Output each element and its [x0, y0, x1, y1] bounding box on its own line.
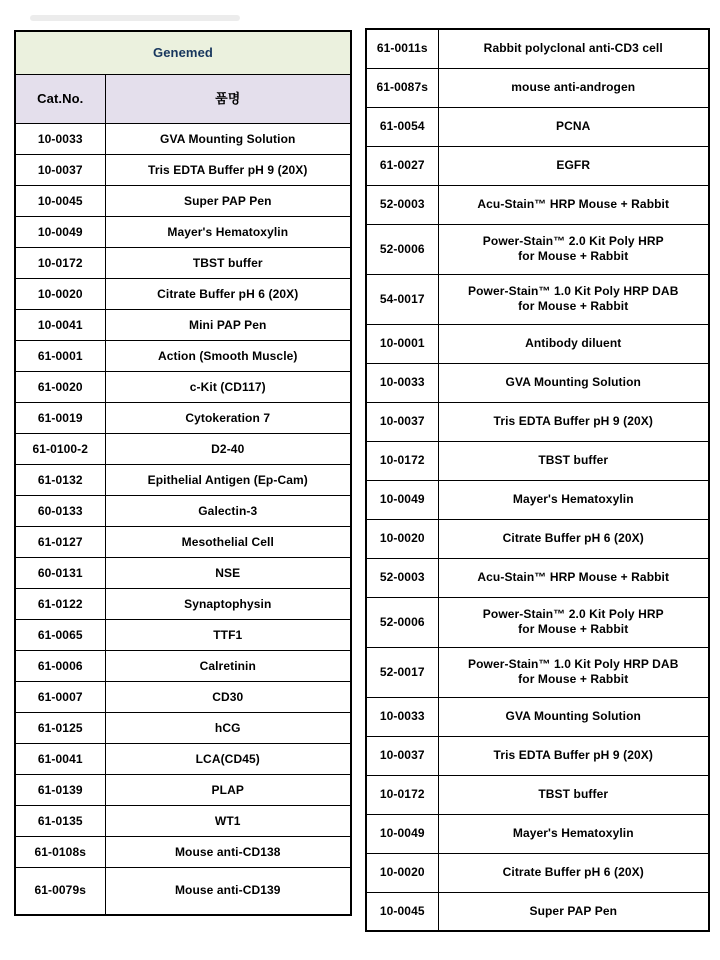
cat-no-cell: 10-0020 — [366, 519, 438, 558]
product-name-cell: Synaptophysin — [105, 589, 351, 620]
product-name-cell: D2-40 — [105, 434, 351, 465]
product-name-cell: Cytokeration 7 — [105, 403, 351, 434]
table-row — [15, 155, 351, 186]
cat-no-cell: 10-0172 — [15, 248, 105, 279]
cat-no-cell: 52-0017 — [366, 647, 438, 697]
product-name-cell: Galectin-3 — [105, 496, 351, 527]
cat-no-cell: 61-0108s — [15, 837, 105, 868]
cat-no-cell: 10-0049 — [366, 814, 438, 853]
cat-no-cell: 61-0087s — [366, 68, 438, 107]
product-name-cell: Action (Smooth Muscle) — [105, 341, 351, 372]
product-name-cell: Antibody diluent — [438, 324, 709, 363]
product-name-cell: Mayer's Hematoxylin — [438, 480, 709, 519]
table-row — [15, 744, 351, 775]
product-name-cell: Power-Stain™ 1.0 Kit Poly HRP DAB for Mouse + Rabbit — [438, 274, 709, 324]
table-row — [15, 248, 351, 279]
table-row — [15, 434, 351, 465]
product-name-cell: Tris EDTA Buffer pH 9 (20X) — [105, 155, 351, 186]
cat-no-cell: 10-0033 — [366, 363, 438, 402]
table-row — [366, 324, 709, 363]
table-row — [15, 682, 351, 713]
cat-no-cell: 52-0003 — [366, 185, 438, 224]
cat-no-cell: 10-0172 — [366, 441, 438, 480]
product-name-cell: Rabbit polyclonal anti-CD3 cell — [438, 29, 709, 68]
product-table-left — [14, 30, 352, 916]
cat-no-cell: 10-0045 — [15, 186, 105, 217]
column-header-cat-no: Cat.No. — [15, 75, 105, 124]
table-row — [15, 558, 351, 589]
cat-no-cell: 52-0006 — [366, 224, 438, 274]
table-row — [15, 837, 351, 868]
product-name-cell: Power-Stain™ 2.0 Kit Poly HRP for Mouse + Rabbit — [438, 597, 709, 647]
table-row — [15, 651, 351, 682]
cat-no-cell: 52-0003 — [366, 558, 438, 597]
cat-no-cell: 10-0001 — [366, 324, 438, 363]
table-row — [15, 868, 351, 915]
cat-no-cell: 10-0037 — [366, 736, 438, 775]
cat-no-cell: 10-0037 — [366, 402, 438, 441]
cat-no-cell: 10-0033 — [366, 697, 438, 736]
table-row — [366, 402, 709, 441]
table-row — [366, 775, 709, 814]
product-name-cell: EGFR — [438, 146, 709, 185]
product-name-cell: Super PAP Pen — [105, 186, 351, 217]
cat-no-cell: 60-0133 — [15, 496, 105, 527]
product-name-cell: Mayer's Hematoxylin — [438, 814, 709, 853]
cat-no-cell: 61-0079s — [15, 868, 105, 915]
cat-no-cell: 60-0131 — [15, 558, 105, 589]
cat-no-cell: 10-0020 — [15, 279, 105, 310]
product-name-cell: TTF1 — [105, 620, 351, 651]
cat-no-cell: 10-0020 — [366, 853, 438, 892]
table-row — [15, 620, 351, 651]
product-name-cell: GVA Mounting Solution — [105, 124, 351, 155]
product-name-cell: Mayer's Hematoxylin — [105, 217, 351, 248]
table-row — [366, 597, 709, 647]
product-name-cell: Super PAP Pen — [438, 892, 709, 931]
product-name-cell: Mouse anti-CD138 — [105, 837, 351, 868]
cat-no-cell: 61-0054 — [366, 107, 438, 146]
product-name-cell: Power-Stain™ 1.0 Kit Poly HRP DAB for Mouse + Rabbit — [438, 647, 709, 697]
table-row — [366, 185, 709, 224]
product-table-right — [365, 28, 710, 932]
product-name-cell: TBST buffer — [438, 441, 709, 480]
table-row — [366, 107, 709, 146]
table-title: Genemed — [15, 31, 351, 75]
table-row — [366, 853, 709, 892]
table-row — [15, 527, 351, 558]
table-row — [15, 713, 351, 744]
product-name-cell: Power-Stain™ 2.0 Kit Poly HRP for Mouse + Rabbit — [438, 224, 709, 274]
product-name-cell: PCNA — [438, 107, 709, 146]
product-name-cell: GVA Mounting Solution — [438, 697, 709, 736]
table-row — [366, 892, 709, 931]
table-row — [15, 279, 351, 310]
table-row — [15, 217, 351, 248]
left-table-body — [15, 124, 351, 915]
table-title-row — [15, 31, 351, 75]
product-name-cell: Acu-Stain™ HRP Mouse + Rabbit — [438, 185, 709, 224]
cat-no-cell: 61-0065 — [15, 620, 105, 651]
cat-no-cell: 10-0049 — [366, 480, 438, 519]
cat-no-cell: 10-0049 — [15, 217, 105, 248]
table-row — [15, 465, 351, 496]
cat-no-cell: 10-0041 — [15, 310, 105, 341]
cat-no-cell: 61-0132 — [15, 465, 105, 496]
product-name-cell: PLAP — [105, 775, 351, 806]
table-row — [366, 29, 709, 68]
cat-no-cell: 54-0017 — [366, 274, 438, 324]
cat-no-cell: 61-0139 — [15, 775, 105, 806]
product-name-cell: c-Kit (CD117) — [105, 372, 351, 403]
product-name-cell: Calretinin — [105, 651, 351, 682]
cat-no-cell: 61-0027 — [366, 146, 438, 185]
product-name-cell: CD30 — [105, 682, 351, 713]
product-name-cell: Tris EDTA Buffer pH 9 (20X) — [438, 402, 709, 441]
product-name-cell: GVA Mounting Solution — [438, 363, 709, 402]
product-name-cell: Citrate Buffer pH 6 (20X) — [438, 519, 709, 558]
table-row — [366, 224, 709, 274]
cat-no-cell: 61-0122 — [15, 589, 105, 620]
cat-no-cell: 61-0127 — [15, 527, 105, 558]
cat-no-cell: 52-0006 — [366, 597, 438, 647]
cat-no-cell: 10-0045 — [366, 892, 438, 931]
product-name-cell: mouse anti-androgen — [438, 68, 709, 107]
table-row — [15, 124, 351, 155]
scan-smudge-artifact — [30, 15, 240, 21]
column-header-product-name: 품명 — [105, 75, 351, 124]
cat-no-cell: 10-0037 — [15, 155, 105, 186]
product-name-cell: Acu-Stain™ HRP Mouse + Rabbit — [438, 558, 709, 597]
cat-no-cell: 61-0135 — [15, 806, 105, 837]
product-name-cell: WT1 — [105, 806, 351, 837]
cat-no-cell: 61-0006 — [15, 651, 105, 682]
table-row — [15, 341, 351, 372]
table-row — [366, 647, 709, 697]
table-row — [366, 736, 709, 775]
product-name-cell: Mini PAP Pen — [105, 310, 351, 341]
right-table-body — [366, 29, 709, 931]
table-row — [366, 519, 709, 558]
product-name-cell: LCA(CD45) — [105, 744, 351, 775]
cat-no-cell: 61-0001 — [15, 341, 105, 372]
table-header-row — [15, 75, 351, 124]
table-row — [15, 372, 351, 403]
table-row — [15, 806, 351, 837]
cat-no-cell: 61-0041 — [15, 744, 105, 775]
product-name-cell: Citrate Buffer pH 6 (20X) — [438, 853, 709, 892]
table-row — [366, 68, 709, 107]
table-row — [15, 775, 351, 806]
table-row — [366, 363, 709, 402]
table-row — [366, 480, 709, 519]
cat-no-cell: 61-0020 — [15, 372, 105, 403]
cat-no-cell: 10-0033 — [15, 124, 105, 155]
cat-no-cell: 10-0172 — [366, 775, 438, 814]
table-row — [15, 496, 351, 527]
table-row — [366, 274, 709, 324]
product-name-cell: Mouse anti-CD139 — [105, 868, 351, 915]
table-row — [366, 558, 709, 597]
cat-no-cell: 61-0100-2 — [15, 434, 105, 465]
table-row — [366, 697, 709, 736]
cat-no-cell: 61-0019 — [15, 403, 105, 434]
table-row — [366, 146, 709, 185]
product-name-cell: Tris EDTA Buffer pH 9 (20X) — [438, 736, 709, 775]
product-name-cell: Mesothelial Cell — [105, 527, 351, 558]
table-row — [15, 403, 351, 434]
product-name-cell: Citrate Buffer pH 6 (20X) — [105, 279, 351, 310]
table-row — [366, 441, 709, 480]
table-row — [15, 186, 351, 217]
table-row — [15, 310, 351, 341]
cat-no-cell: 61-0125 — [15, 713, 105, 744]
table-row — [15, 589, 351, 620]
cat-no-cell: 61-0011s — [366, 29, 438, 68]
table-row — [366, 814, 709, 853]
product-name-cell: TBST buffer — [438, 775, 709, 814]
cat-no-cell: 61-0007 — [15, 682, 105, 713]
product-name-cell: NSE — [105, 558, 351, 589]
product-name-cell: Epithelial Antigen (Ep-Cam) — [105, 465, 351, 496]
product-name-cell: TBST buffer — [105, 248, 351, 279]
product-name-cell: hCG — [105, 713, 351, 744]
